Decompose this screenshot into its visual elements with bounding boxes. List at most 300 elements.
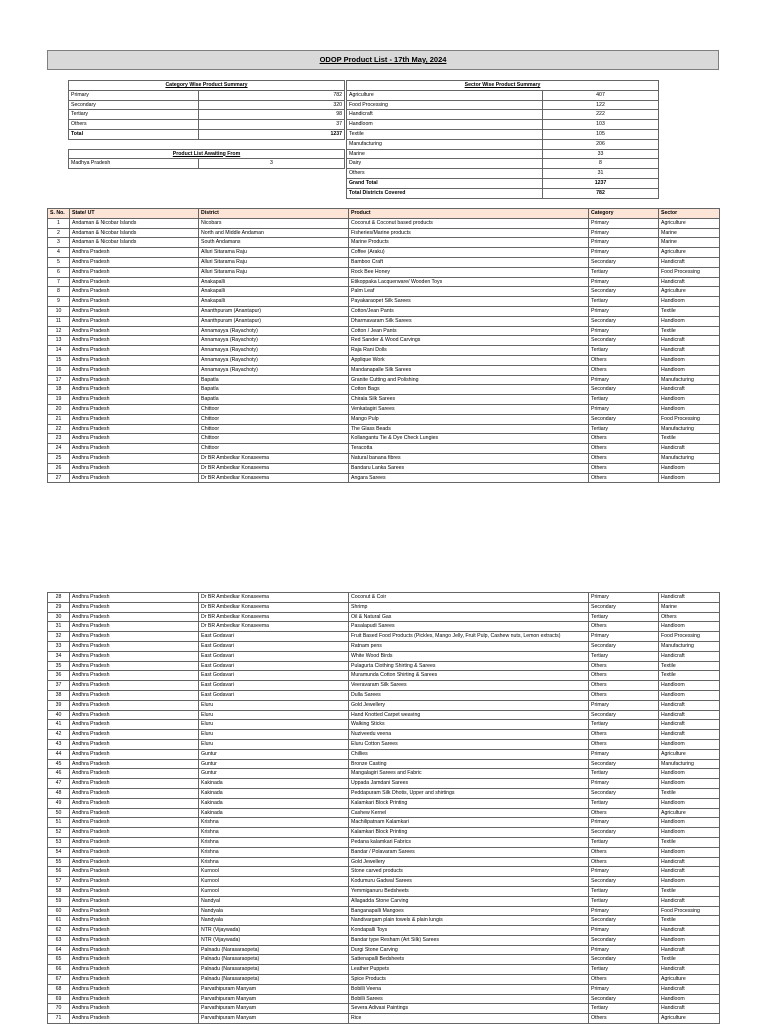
cell-state: Andhra Pradesh — [70, 916, 199, 926]
cell-district: Guntur — [199, 769, 349, 779]
cell-state: Andhra Pradesh — [70, 473, 199, 483]
cell-district: NTR (Vijaywada) — [199, 935, 349, 945]
table-row — [48, 385, 720, 395]
cell-category: Others — [589, 671, 659, 681]
cell-product: Fruit Based Food Products (Pickles, Mango Jelly, Fruit Pulp, Cashew nuts, Lemon extracts) — [349, 632, 589, 642]
cell-sector: Handicraft — [659, 730, 720, 740]
cell-category: Secondary — [589, 257, 659, 267]
cell-state: Andhra Pradesh — [70, 926, 199, 936]
summary-value: 37 — [199, 120, 345, 130]
cell-district: East Godavari — [199, 661, 349, 671]
cell-sector: Handicraft — [659, 720, 720, 730]
cell-sector: Handicraft — [659, 277, 720, 287]
cell-sno: 14 — [48, 346, 70, 356]
cell-state: Andhra Pradesh — [70, 906, 199, 916]
cell-category: Primary — [589, 326, 659, 336]
cell-district: Krishna — [199, 818, 349, 828]
cell-product: Oil & Natural Gas — [349, 612, 589, 622]
cell-state: Andhra Pradesh — [70, 1004, 199, 1014]
cell-category: Primary — [589, 238, 659, 248]
cell-product: Ratnam pens — [349, 641, 589, 651]
table-row — [48, 287, 720, 297]
cell-sno: 8 — [48, 287, 70, 297]
summary-row — [347, 139, 659, 149]
summary-label: Madhya Pradesh — [69, 159, 199, 169]
cell-sno: 9 — [48, 297, 70, 307]
cell-product: Payakaraopet Silk Sarees — [349, 297, 589, 307]
table-row — [48, 730, 720, 740]
summary-label: Handloom — [347, 120, 543, 130]
table-row — [48, 916, 720, 926]
cell-category: Primary — [589, 593, 659, 603]
summary-value: 1237 — [543, 178, 659, 188]
table-row — [48, 681, 720, 691]
cell-district: East Godavari — [199, 681, 349, 691]
cell-category: Secondary — [589, 828, 659, 838]
summary-label: Secondary — [69, 100, 199, 110]
cell-state: Andhra Pradesh — [70, 886, 199, 896]
cell-product: Hand Knotted Carpet weaving — [349, 710, 589, 720]
cell-product: Kodumuru Gadwal Sarees — [349, 877, 589, 887]
cell-product: Coffee (Araku) — [349, 248, 589, 258]
cell-sno: 48 — [48, 788, 70, 798]
cell-sector: Marine — [659, 238, 720, 248]
cell-product: Kollangantu Tie & Dye Check Lungies — [349, 434, 589, 444]
summary-value: 222 — [543, 110, 659, 120]
cell-sector: Handicraft — [659, 593, 720, 603]
cell-sno: 71 — [48, 1014, 70, 1024]
cell-sector: Handloom — [659, 473, 720, 483]
cell-district: Anakapalli — [199, 287, 349, 297]
cell-district: Dr BR Ambedkar Konaseema — [199, 622, 349, 632]
table-row — [48, 837, 720, 847]
cell-category: Primary — [589, 218, 659, 228]
cell-sno: 33 — [48, 641, 70, 651]
cell-district: Dr BR Ambedkar Konaseema — [199, 602, 349, 612]
cell-district: East Godavari — [199, 671, 349, 681]
cell-state: Andhra Pradesh — [70, 463, 199, 473]
cell-district: Eluru — [199, 720, 349, 730]
table-row — [48, 994, 720, 1004]
cell-district: Annamayya (Rayachoty) — [199, 336, 349, 346]
cell-sno: 65 — [48, 955, 70, 965]
cell-category: Others — [589, 730, 659, 740]
cell-state: Andhra Pradesh — [70, 277, 199, 287]
cell-category: Primary — [589, 248, 659, 258]
cell-sector: Handloom — [659, 994, 720, 1004]
cell-category: Tertiary — [589, 297, 659, 307]
cell-sno: 10 — [48, 306, 70, 316]
table-row — [48, 1014, 720, 1024]
cell-sector: Handloom — [659, 798, 720, 808]
table-row — [48, 1004, 720, 1014]
summary-value: 122 — [543, 100, 659, 110]
cell-product: Applique Work — [349, 355, 589, 365]
cell-category: Secondary — [589, 788, 659, 798]
summary-label: Textile — [347, 129, 543, 139]
cell-state: Andhra Pradesh — [70, 730, 199, 740]
cell-product: Bamboo Craft — [349, 257, 589, 267]
cell-sno: 22 — [48, 424, 70, 434]
cell-category: Secondary — [589, 602, 659, 612]
cell-category: Others — [589, 847, 659, 857]
cell-state: Andhra Pradesh — [70, 248, 199, 258]
summary-row — [347, 110, 659, 120]
cell-sno: 21 — [48, 414, 70, 424]
cell-state: Andhra Pradesh — [70, 847, 199, 857]
summary-value: 782 — [199, 90, 345, 100]
cell-sector: Handicraft — [659, 945, 720, 955]
cell-district: Dr BR Ambedkar Konaseema — [199, 473, 349, 483]
cell-state: Andhra Pradesh — [70, 877, 199, 887]
cell-district: Dr BR Ambedkar Konaseema — [199, 453, 349, 463]
cell-sector: Handloom — [659, 847, 720, 857]
cell-district: Dr BR Ambedkar Konaseema — [199, 612, 349, 622]
cell-state: Andhra Pradesh — [70, 602, 199, 612]
table-row — [48, 965, 720, 975]
table-row — [48, 622, 720, 632]
cell-district: Chittoor — [199, 424, 349, 434]
cell-sno: 24 — [48, 444, 70, 454]
cell-district: Parvathipuram Manyam — [199, 1004, 349, 1014]
cell-sno: 20 — [48, 404, 70, 414]
cell-product: Venkatagiri Sarees — [349, 404, 589, 414]
summary-value: 1237 — [199, 129, 345, 139]
cell-district: Eluru — [199, 710, 349, 720]
cell-sector: Handicraft — [659, 984, 720, 994]
cell-state: Andhra Pradesh — [70, 828, 199, 838]
cell-sno: 68 — [48, 984, 70, 994]
cell-product: Bandaru Lanka Sarees — [349, 463, 589, 473]
cell-product: Bobilli Veena — [349, 984, 589, 994]
table-row — [48, 228, 720, 238]
col-header-sno: S. No. — [48, 209, 70, 219]
table-row — [48, 257, 720, 267]
cell-category: Secondary — [589, 994, 659, 1004]
cell-district: Eluru — [199, 730, 349, 740]
table-row — [48, 877, 720, 887]
cell-product: Rock Bee Honey — [349, 267, 589, 277]
summary-value: 206 — [543, 139, 659, 149]
cell-district: Annamayya (Rayachoty) — [199, 355, 349, 365]
table-row — [48, 463, 720, 473]
cell-category: Others — [589, 975, 659, 985]
cell-product: Pulagurta Clothing Shirting & Sarees — [349, 661, 589, 671]
cell-sector: Manufacturing — [659, 424, 720, 434]
cell-district: Dr BR Ambedkar Konaseema — [199, 593, 349, 603]
table-row — [48, 434, 720, 444]
awaiting-heading: Product List Awaiting From — [69, 149, 345, 159]
cell-category: Tertiary — [589, 267, 659, 277]
cell-sector: Manufacturing — [659, 453, 720, 463]
table-row — [48, 424, 720, 434]
cell-district: Chittoor — [199, 414, 349, 424]
cell-product: Bronze Casting — [349, 759, 589, 769]
cell-sector: Handloom — [659, 365, 720, 375]
cell-sector: Handicraft — [659, 651, 720, 661]
cell-district: Anakapalli — [199, 277, 349, 287]
cell-state: Andhra Pradesh — [70, 671, 199, 681]
cell-product: Pasalapudi Sarees — [349, 622, 589, 632]
cell-state: Andhra Pradesh — [70, 935, 199, 945]
summary-row — [347, 149, 659, 159]
cell-sector: Handloom — [659, 877, 720, 887]
cell-state: Andhra Pradesh — [70, 453, 199, 463]
cell-district: Nandyala — [199, 906, 349, 916]
cell-sno: 66 — [48, 965, 70, 975]
cell-category: Primary — [589, 926, 659, 936]
table-row — [48, 395, 720, 405]
cell-sno: 47 — [48, 779, 70, 789]
cell-category: Others — [589, 661, 659, 671]
cell-district: Chittoor — [199, 444, 349, 454]
cell-sno: 64 — [48, 945, 70, 955]
cell-category: Tertiary — [589, 896, 659, 906]
cell-district: Kakinada — [199, 808, 349, 818]
cell-sector: Textile — [659, 661, 720, 671]
cell-state: Andhra Pradesh — [70, 355, 199, 365]
summary-label: Tertiary — [69, 110, 199, 120]
table-row — [48, 641, 720, 651]
cell-state: Andhra Pradesh — [70, 395, 199, 405]
cell-sno: 63 — [48, 935, 70, 945]
cell-sector: Others — [659, 612, 720, 622]
cell-state: Andhra Pradesh — [70, 593, 199, 603]
table-row — [48, 886, 720, 896]
cell-category: Tertiary — [589, 612, 659, 622]
cell-category: Primary — [589, 867, 659, 877]
summary-label: Total Districts Covered — [347, 188, 543, 198]
cell-district: NTR (Vijaywada) — [199, 926, 349, 936]
table-row — [48, 975, 720, 985]
cell-sector: Handicraft — [659, 346, 720, 356]
cell-product: Dharmavaram Silk Sarees — [349, 316, 589, 326]
cell-category: Tertiary — [589, 651, 659, 661]
cell-district: Ananthpuram (Anantapur) — [199, 316, 349, 326]
cell-sector: Handloom — [659, 404, 720, 414]
cell-state: Andhra Pradesh — [70, 444, 199, 454]
cell-category: Tertiary — [589, 965, 659, 975]
cell-district: Annamayya (Rayachoty) — [199, 346, 349, 356]
cell-sno: 52 — [48, 828, 70, 838]
table-row — [48, 739, 720, 749]
cell-sector: Textile — [659, 837, 720, 847]
cell-state: Andhra Pradesh — [70, 612, 199, 622]
cell-district: Krishna — [199, 837, 349, 847]
cell-product: Durgi Stone Carving — [349, 945, 589, 955]
cell-category: Primary — [589, 906, 659, 916]
cell-district: Krishna — [199, 857, 349, 867]
cell-product: Eluru Cotton Sarees — [349, 739, 589, 749]
cell-sector: Textile — [659, 306, 720, 316]
cell-category: Primary — [589, 632, 659, 642]
cell-product: White Wood Birds — [349, 651, 589, 661]
cell-category: Tertiary — [589, 346, 659, 356]
cell-state: Andhra Pradesh — [70, 788, 199, 798]
cell-sector: Handicraft — [659, 444, 720, 454]
cell-category: Others — [589, 1014, 659, 1024]
cell-sector: Handloom — [659, 769, 720, 779]
col-header-product: Product — [349, 209, 589, 219]
cell-product: Walking Sticks — [349, 720, 589, 730]
table-row — [48, 671, 720, 681]
cell-category: Secondary — [589, 316, 659, 326]
cell-product: Dulla Sarees — [349, 690, 589, 700]
cell-product: The Glass Beads — [349, 424, 589, 434]
table-row — [48, 267, 720, 277]
cell-sector: Textile — [659, 671, 720, 681]
cell-category: Secondary — [589, 414, 659, 424]
spacer-row — [69, 139, 345, 149]
table-row — [48, 867, 720, 877]
cell-sector: Agriculture — [659, 218, 720, 228]
table-row — [48, 602, 720, 612]
cell-sector: Handloom — [659, 779, 720, 789]
cell-sector: Handloom — [659, 316, 720, 326]
cell-district: Dr BR Ambedkar Konaseema — [199, 463, 349, 473]
cell-state: Andhra Pradesh — [70, 385, 199, 395]
cell-category: Others — [589, 808, 659, 818]
cell-sector: Handicraft — [659, 867, 720, 877]
cell-category: Primary — [589, 818, 659, 828]
cell-sno: 61 — [48, 916, 70, 926]
cell-sno: 40 — [48, 710, 70, 720]
cell-product: Gold Jewellery — [349, 857, 589, 867]
cell-district: Parvathipuram Manyam — [199, 1014, 349, 1024]
cell-product: Peddapuram Silk Dhotis, Upper and shirtings — [349, 788, 589, 798]
cell-category: Others — [589, 434, 659, 444]
cell-sector: Handloom — [659, 818, 720, 828]
table-row — [48, 720, 720, 730]
cell-state: Andhra Pradesh — [70, 404, 199, 414]
cell-district: Kakinada — [199, 779, 349, 789]
cell-state: Andhra Pradesh — [70, 739, 199, 749]
cell-category: Tertiary — [589, 395, 659, 405]
cell-product: Marine Products — [349, 238, 589, 248]
cell-district: Alluri Sitarama Raju — [199, 257, 349, 267]
cell-state: Andhra Pradesh — [70, 336, 199, 346]
cell-district: Bapatla — [199, 375, 349, 385]
cell-state: Andhra Pradesh — [70, 720, 199, 730]
cell-category: Primary — [589, 404, 659, 414]
table-row — [48, 346, 720, 356]
table-row — [48, 690, 720, 700]
cell-state: Andhra Pradesh — [70, 818, 199, 828]
cell-sno: 62 — [48, 926, 70, 936]
cell-district: Kurnool — [199, 886, 349, 896]
cell-state: Andhra Pradesh — [70, 965, 199, 975]
cell-sno: 57 — [48, 877, 70, 887]
cell-district: Alluri Sitarama Raju — [199, 248, 349, 258]
cell-state: Andhra Pradesh — [70, 316, 199, 326]
cell-state: Andhra Pradesh — [70, 346, 199, 356]
cell-sector: Food Processing — [659, 632, 720, 642]
cell-state: Andhra Pradesh — [70, 424, 199, 434]
cell-sector: Handloom — [659, 355, 720, 365]
cell-sector: Textile — [659, 916, 720, 926]
cell-district: Eluru — [199, 739, 349, 749]
cell-district: East Godavari — [199, 690, 349, 700]
cell-state: Andhra Pradesh — [70, 857, 199, 867]
cell-sno: 59 — [48, 896, 70, 906]
table-row — [48, 355, 720, 365]
cell-product: Kalamkari Block Printing — [349, 798, 589, 808]
summary-label: Others — [347, 169, 543, 179]
summary-row — [347, 169, 659, 179]
cell-district: Krishna — [199, 828, 349, 838]
cell-district: Parvathipuram Manyam — [199, 994, 349, 1004]
cell-category: Secondary — [589, 287, 659, 297]
cell-sno: 34 — [48, 651, 70, 661]
cell-sector: Manufacturing — [659, 375, 720, 385]
summary-row — [69, 120, 345, 130]
cell-category: Secondary — [589, 877, 659, 887]
cell-sno: 15 — [48, 355, 70, 365]
cell-sno: 6 — [48, 267, 70, 277]
cell-state: Andhra Pradesh — [70, 434, 199, 444]
cell-category: Others — [589, 355, 659, 365]
table-row — [48, 759, 720, 769]
cell-state: Andhra Pradesh — [70, 257, 199, 267]
product-table-part1 — [47, 208, 720, 483]
cell-product: Uppada Jamdani Sarees — [349, 779, 589, 789]
table-row — [48, 404, 720, 414]
cell-sno: 19 — [48, 395, 70, 405]
cell-sector: Agriculture — [659, 248, 720, 258]
cell-state: Andhra Pradesh — [70, 306, 199, 316]
cell-sno: 54 — [48, 847, 70, 857]
col-header-category: Category — [589, 209, 659, 219]
summary-value: 782 — [543, 188, 659, 198]
cell-category: Tertiary — [589, 798, 659, 808]
cell-category: Secondary — [589, 935, 659, 945]
cell-sector: Textile — [659, 434, 720, 444]
cell-category: Others — [589, 739, 659, 749]
cell-product: Nandivargam plain towels & plain lungis — [349, 916, 589, 926]
cell-sector: Handloom — [659, 297, 720, 307]
summary-label: Total — [69, 129, 199, 139]
cell-state: Andhra Pradesh — [70, 798, 199, 808]
product-table-part2 — [47, 592, 720, 1024]
cell-product: Cotton/Jean Pants — [349, 306, 589, 316]
cell-category: Primary — [589, 700, 659, 710]
cell-sector: Handicraft — [659, 710, 720, 720]
table-row — [48, 473, 720, 483]
cell-sector: Handicraft — [659, 700, 720, 710]
cell-category: Others — [589, 622, 659, 632]
cell-category: Others — [589, 453, 659, 463]
cell-sno: 36 — [48, 671, 70, 681]
cell-district: Palnadu (Narasaraopeta) — [199, 955, 349, 965]
table-row — [48, 238, 720, 248]
cell-state: Andaman & Nicobar Islands — [70, 228, 199, 238]
cell-sector: Agriculture — [659, 287, 720, 297]
cell-product: Cotton Bags — [349, 385, 589, 395]
cell-sno: 67 — [48, 975, 70, 985]
cell-state: Andhra Pradesh — [70, 365, 199, 375]
table-row — [48, 798, 720, 808]
cell-state: Andhra Pradesh — [70, 267, 199, 277]
cell-district: Palnadu (Narasaraopeta) — [199, 975, 349, 985]
table-row — [48, 336, 720, 346]
cell-product: Raja Rani Dolls — [349, 346, 589, 356]
table-row — [48, 612, 720, 622]
cell-sector: Agriculture — [659, 808, 720, 818]
cell-district: Nandyal — [199, 896, 349, 906]
cell-sno: 43 — [48, 739, 70, 749]
cell-sector: Handicraft — [659, 336, 720, 346]
cell-category: Others — [589, 473, 659, 483]
